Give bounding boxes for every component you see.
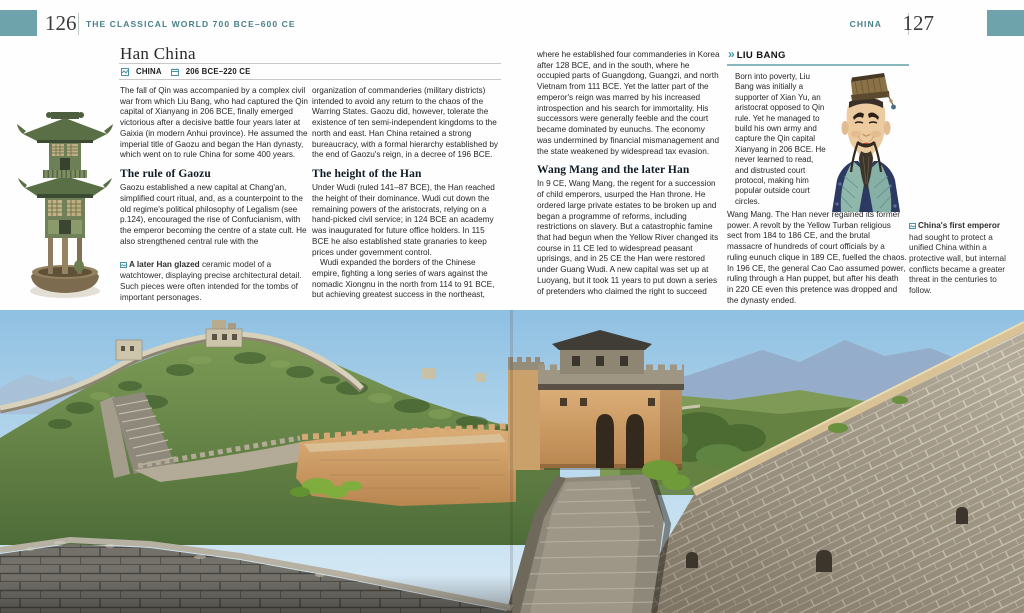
subheading: The height of the Han <box>312 168 422 181</box>
subheading: Wang Mang and the later Han <box>537 164 690 177</box>
tag-bar <box>119 63 501 80</box>
body-paragraph: where he established four commanderies in Korea after 128 BCE, and in the south, where he occupied parts of Guangdong, Guangzi, and north Vietnam from 111 BCE. Yet the latter part of the emperor's reign was marred by his increased introspection and his search for immortality. His successors were generally feeble and the court became dominated by eunuchs. The economy was undermined by financial mismanagement and the state weakened by widespread tax evasion. <box>537 50 720 156</box>
right-section-title: CHINA <box>849 19 882 29</box>
picture-icon <box>120 261 127 272</box>
box-header <box>727 48 909 66</box>
liu-bang-box <box>727 48 909 217</box>
page-gutter-seam <box>510 310 513 613</box>
picture-icon <box>909 222 916 233</box>
body-paragraph: Gaozu established a new capital at Chang'an, simplified court ritual, and, as a counterpoint to the old regime's political philosophy of Legalism (see p.124), encouraged the rise of Confucianism, with the emperor becoming the centre of a state cult. He also strengthened central rule with the <box>120 183 307 246</box>
photo-caption <box>909 221 1012 297</box>
column-1 <box>120 86 308 303</box>
left-accent-block <box>0 10 37 36</box>
watchtower-model-figure <box>15 86 115 304</box>
body-paragraph: In 9 CE, Wang Mang, the regent for a succession of child emperors, usurped the Han throne. He ordered large private estates to be broken up and began a programme of reforms, including restrictions on slavery. But a catastrophic famine that had begun when the Yellow River changed its course in 11 CE led to widespread peasant uprisings, and in 25 CE the Han were restored under Guang Wudi. A new capital was set up at Luoyang, but it took 11 years to put down a series of pretenders who claimed the right to succeed <box>537 179 719 296</box>
chevrons-icon: » <box>728 47 733 61</box>
body-paragraph: The fall of Qin was accompanied by a complex civil war from which Liu Bang, who had captured the Qin capital of Xianyang in 206 BCE, finally emerged victorious after a decisive battle four years later at Gaixia (in modern Anhui province). He assumed the imperial title of Gaozu and began the Han dynasty, which went on to rule China for some 400 years. <box>120 86 308 160</box>
right-accent-block <box>987 10 1024 36</box>
body-paragraph: Wudi expanded the borders of the Chinese empire, fighting a long series of wars against the nomadic Xiongnu in the north from 114 to 91 BCE, but achieving greatest success in the northeast, <box>312 258 495 300</box>
body-paragraph: Wang Mang. The Han never regained its former power. A revolt by the Yellow Turban religious sect from 184 to 186 CE, and the brutal massacre of hundreds of court officials by a ruling eunuch clique in 189 CE, fuelled the chaos. In 196 CE, the general Cao Cao assumed power, ruling through a Han puppet, but after his death in 220 CE even this pretence was dropped and the dynasty ended. <box>727 210 907 305</box>
left-folio: 126 <box>45 11 77 35</box>
caption-text: ceramic model of a watchtower, displaying precise architectural detail. Such pieces were often intended for the tombs of important personages. <box>120 259 302 302</box>
column-2 <box>312 86 500 301</box>
liu-bang-portrait <box>828 72 904 217</box>
column-3 <box>537 50 720 297</box>
column-4 <box>727 210 907 307</box>
box-body <box>727 66 909 217</box>
subheading: The rule of Gaozu <box>120 168 211 181</box>
map-icon <box>121 63 129 81</box>
body-paragraph: organization of commanderies (military districts) intended to avoid any return to the chaos of the Warring States. Gaozu did, however, tolerate the existence of ten semi-independent kingdoms to the north and east. Han China retained a strong bureaucracy, with a formal hierarchy established by the end of Gaozu's reign, in a decree of 196 BCE. <box>312 86 498 160</box>
right-folio: 127 <box>902 11 934 35</box>
tag-region: CHINA <box>136 67 162 76</box>
body-paragraph: Under Wudi (ruled 141–87 BCE), the Han reached the height of their dominance. Wudi cut down the remaining powers of the aristocrats, relying on a hand-picked civil service; in 124 BCE an academy was inaugurated for future office holders. In 115 BCE he also established state granaries to keep prices under government control. <box>312 183 495 257</box>
box-text: Born into poverty, Liu Bang was initially a supporter of Xian Yu, an aristocrat opposed to Qin rule. Yet he managed to build his own army and capture the Qin capital Xianyang in 206 BCE. He never learned to read, and distrusted court protocol, making him popular outside court circles. <box>735 72 826 206</box>
page-title: Han China <box>120 44 196 63</box>
caption-lead: A later Han glazed <box>129 259 200 269</box>
caption-text: had sought to protect a unified China within a protective wall, but internal conflicts became a greater threat in the centuries to follow. <box>909 232 1006 295</box>
figure-caption <box>120 260 308 304</box>
tag-period: 206 BCE–220 CE <box>185 67 251 76</box>
box-title: LIU BANG <box>736 49 786 61</box>
left-section-title: THE CLASSICAL WORLD 700 BCE–600 CE <box>86 19 296 29</box>
calendar-icon <box>171 63 179 81</box>
caption-lead: China's first emperor <box>918 221 1001 230</box>
header-divider <box>78 13 79 35</box>
